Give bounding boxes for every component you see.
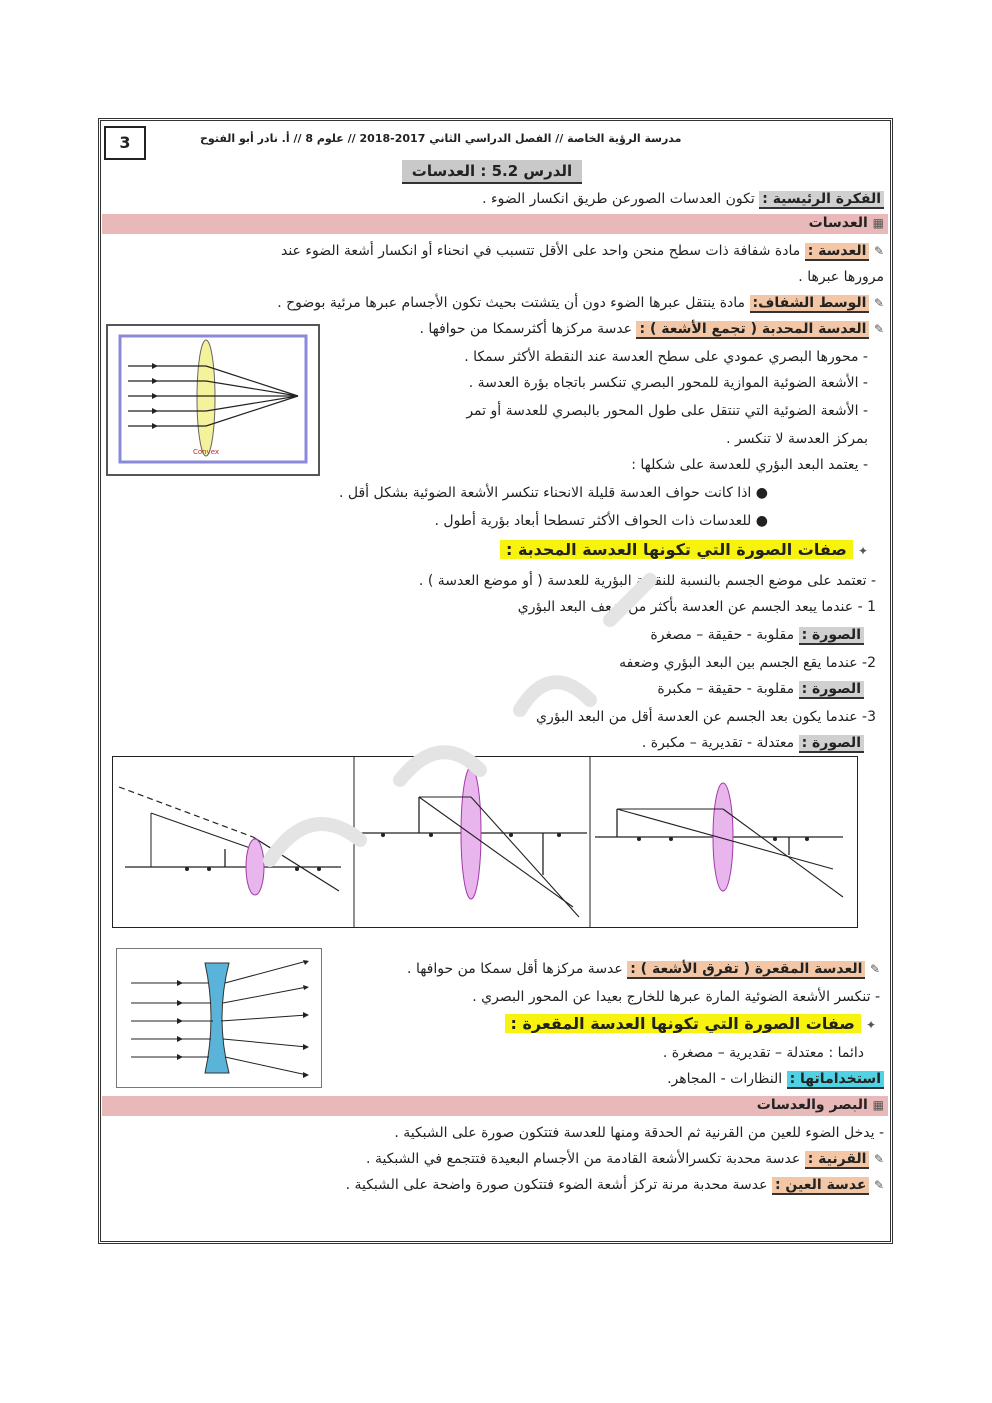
convex-image-intro: - تعتمد على موضع الجسم بالنسبة للنقطة البؤرية للعدسة ( أو موضع العدسة ) . — [418, 573, 876, 589]
section-title-vision — [757, 1097, 884, 1113]
eye-lens-label: عدسة العين : — [772, 1177, 870, 1195]
ray-diagrams-svg — [113, 757, 857, 927]
pencil-icon: ✎ — [873, 244, 884, 258]
subject: علوم 8 — [305, 132, 344, 145]
main-idea — [482, 190, 884, 208]
concave-image-heading — [505, 1014, 876, 1033]
concave-image-heading-text: صفات الصورة التي تكونها العدسة المقعرة : — [505, 1014, 861, 1033]
bullet-icon: ● — [755, 485, 768, 501]
year: 2017-2018 — [359, 132, 426, 145]
vision-line: - يدخل الضوء للعين من القرنية ثم الحدقة ومنها للعدسة فتتكون صورة على الشبكية . — [394, 1125, 884, 1141]
page-number: 3 — [104, 126, 146, 160]
concave-definition — [407, 960, 880, 978]
cornea-text: عدسة محدبة تكسرالأشعة القادمة من الأجسام البعيدة فتتجمع في الشبكية . — [366, 1151, 801, 1167]
pencil-icon: ✎ — [869, 962, 880, 976]
case-1: 1 - عندما يبعد الجسم عن العدسة بأكثر من ضعف البعد البؤري — [517, 599, 876, 615]
section-title-text: البصر والعدسات — [756, 1097, 868, 1113]
convex-bullet-text: للعدسات ذات الحواف الأكثر تسطحا أبعاد بؤرية أطول . — [434, 513, 752, 529]
eye-lens-text: عدسة محدبة مرنة تركز أشعة الضوء فتتكون صورة واضحة على الشبكية . — [345, 1177, 768, 1193]
case-3-result — [642, 734, 864, 752]
pencil-icon: ✎ — [873, 296, 884, 310]
lesson-title: الدرس 5.2 : العدسات — [402, 160, 582, 184]
convex-line: - الأشعة الضوئية الموازية للمحور البصري تنكسر باتجاه بؤرة العدسة . — [468, 375, 868, 391]
transparent-medium — [277, 294, 884, 312]
convex-bullet — [339, 484, 768, 502]
concave-line: - تنكسر الأشعة الضوئية المارة عبرها للخارج بعيدا عن المحور البصري . — [472, 989, 880, 1005]
cornea-label: القرنية : — [805, 1151, 870, 1169]
diagram-virtual — [119, 787, 341, 895]
convex-caption: Convex — [192, 448, 220, 456]
concave-figure — [116, 948, 322, 1088]
convex-image-heading-text: صفات الصورة التي تكونها العدسة المحدبة : — [500, 540, 853, 559]
diagram-enlarged — [359, 767, 587, 917]
convex-bullet — [435, 512, 768, 530]
lens-cont: مرورها عبرها . — [798, 269, 884, 285]
section-title-text: العدسات — [808, 215, 868, 231]
concave-uses — [667, 1070, 884, 1088]
uses-label: استخداماتها : — [787, 1071, 884, 1089]
main-idea-label: الفكرة الرئيسية : — [759, 191, 884, 209]
result-3: معتدلة - تقديرية – مكبرة . — [641, 735, 795, 751]
transparent-text: مادة ينتقل عبرها الضوء دون أن يتشتت بحيث تكون الأجسام عبرها مرئية بوضوح . — [277, 295, 746, 311]
lens-label: العدسة : — [805, 243, 870, 261]
case-1-result — [650, 626, 864, 644]
result-1: مقلوبة - حقيقة – مصغرة — [650, 627, 795, 643]
convex-line: - محورها البصري عمودي على سطح العدسة عند النقطة الأكثر سمكا . — [464, 349, 868, 365]
convex-bullet-text: اذا كانت حواف العدسة قليلة الانحناء تنكسر الأشعة الضوئية بشكل أقل . — [338, 485, 752, 501]
convex-line: - الأشعة الضوئية التي تنتقل على طول المحور بالبصري للعدسة أو تمر — [466, 403, 868, 419]
convex-definition — [419, 320, 884, 338]
result-2: مقلوبة - حقيقة – مكبرة — [657, 681, 795, 697]
image-label: الصورة : — [799, 735, 864, 753]
cornea — [366, 1150, 884, 1168]
pencil-icon: ✎ — [873, 322, 884, 336]
star-icon: ✦ — [857, 544, 868, 558]
section-band-lenses — [102, 214, 888, 234]
convex-label: العدسة المحدبة ( تجمع الأشعة ) : — [636, 321, 869, 339]
convex-image-heading — [500, 540, 868, 559]
case-3: 3- عندما يكون بعد الجسم عن العدسة أقل من البعد البؤري — [536, 709, 876, 725]
teacher: أ. نادر أبو الفتوح — [200, 132, 290, 145]
case-2-result — [657, 680, 864, 698]
convex-diagram — [108, 326, 318, 474]
concave-diagram — [117, 949, 321, 1087]
pencil-icon: ✎ — [873, 1152, 884, 1166]
image-label: الصورة : — [799, 627, 864, 645]
concave-label: العدسة المقعرة ( تفرق الأشعة ) : — [627, 961, 865, 979]
term: الفصل الدراسي الثاني — [429, 132, 552, 145]
lens-text: مادة شفافة ذات سطح منحن واحد على الأقل تتسبب في انحناء أو انكسار أشعة الضوء عند — [280, 243, 801, 259]
separator: // — [555, 132, 564, 145]
lens-definition — [281, 242, 884, 260]
separator: // — [293, 132, 302, 145]
pencil-icon: ✎ — [873, 1178, 884, 1192]
convex-text: عدسة مركزها أكثرسمكا من حوافها . — [419, 321, 633, 337]
convex-line: - يعتمد البعد البؤري للعدسة على شكلها : — [631, 457, 868, 473]
ray-diagrams — [112, 756, 858, 928]
concave-result: دائما : معتدلة – تقديرية – مصغرة . — [662, 1045, 864, 1061]
image-label: الصورة : — [799, 681, 864, 699]
case-2: 2- عندما يقع الجسم بين البعد البؤري وضعفه — [619, 655, 876, 671]
star-icon: ✦ — [865, 1018, 876, 1032]
convex-line: بمركز العدسة لا تنكسر . — [726, 431, 868, 447]
transparent-label: الوسط الشفاف: — [750, 295, 870, 313]
separator: // — [347, 132, 356, 145]
grid-icon: ▦ — [872, 1098, 884, 1112]
school-name: مدرسة الرؤية الخاصة — [567, 132, 682, 145]
convex-figure — [106, 324, 320, 476]
header-line — [200, 132, 681, 145]
eye-lens — [346, 1176, 884, 1194]
bullet-icon: ● — [755, 513, 768, 529]
uses-text: النظارات - المجاهر. — [667, 1071, 783, 1087]
main-idea-text: تكون العدسات الصورعن طريق انكسار الضوء . — [482, 191, 755, 207]
section-title-lenses — [809, 215, 884, 231]
grid-icon: ▦ — [872, 216, 884, 230]
diagram-diminished — [595, 783, 843, 897]
concave-text: عدسة مركزها أقل سمكا من حوافها . — [407, 961, 623, 977]
